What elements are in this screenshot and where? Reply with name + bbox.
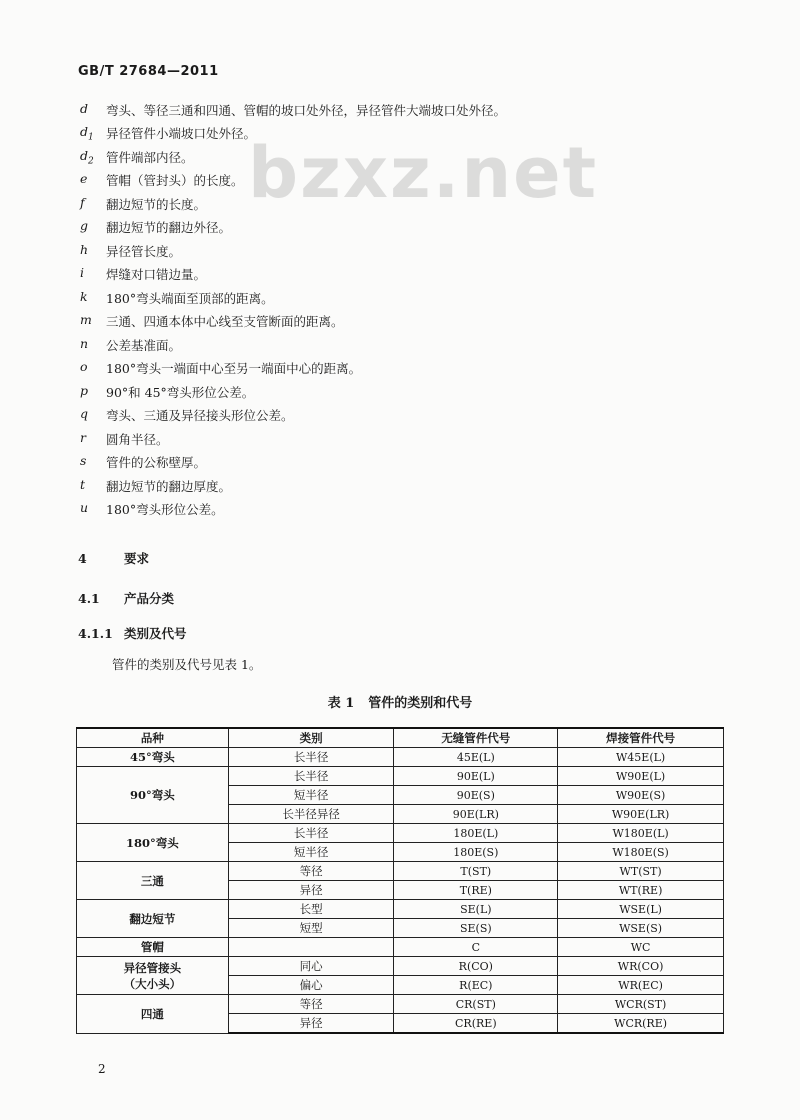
- fitting-category-table: [76, 727, 724, 1034]
- symbol: m: [80, 312, 92, 327]
- header-category: 类别: [228, 728, 394, 748]
- table-title: 管件的类别和代号: [368, 696, 473, 711]
- welded-code-cell: WT(ST): [558, 862, 724, 881]
- symbol: t: [80, 476, 86, 492]
- category-cell: 等径: [228, 995, 394, 1014]
- definition-text: 翻边短节的翻边厚度。: [106, 478, 232, 494]
- variety-cell: 90°弯头: [77, 767, 229, 824]
- definition-text: 180°弯头一端面中心至另一端面中心的距离。: [106, 361, 362, 377]
- category-cell: 短半径: [228, 843, 394, 862]
- category-cell: 等径: [228, 862, 394, 881]
- category-cell: 偏心: [228, 976, 394, 995]
- seamless-code-cell: C: [394, 938, 558, 957]
- variety-cell: [77, 957, 229, 995]
- welded-code-cell: WCR(RE): [558, 1014, 724, 1034]
- variety-cell: 45°弯头: [77, 748, 229, 767]
- definition-text: 翻边短节的翻边外径。: [106, 220, 232, 236]
- definition-text: 三通、四通本体中心线至支管断面的距离。: [106, 314, 344, 330]
- header-variety: 品种: [77, 728, 229, 748]
- table-row: [77, 938, 724, 957]
- seamless-code-cell: 90E(LR): [394, 805, 558, 824]
- site-watermark: bzxz.net: [248, 132, 599, 214]
- definition-text: 弯头、三通及异径接头形位公差。: [106, 408, 294, 424]
- variety-cell: 管帽: [77, 938, 229, 957]
- symbol: p: [80, 382, 89, 398]
- definition-item: [80, 333, 740, 357]
- seamless-code-cell: T(ST): [394, 862, 558, 881]
- seamless-code-cell: SE(S): [394, 919, 558, 938]
- section-number: 4: [78, 551, 87, 566]
- seamless-code-cell: CR(RE): [394, 1014, 558, 1034]
- seamless-code-cell: 180E(L): [394, 824, 558, 843]
- symbol: r: [80, 429, 86, 445]
- definition-item: [80, 192, 740, 216]
- category-cell: 异径: [228, 881, 394, 900]
- symbol: g: [80, 218, 89, 233]
- seamless-code-cell: 180E(S): [394, 843, 558, 862]
- symbol: e: [80, 171, 88, 186]
- definition-item: [80, 169, 740, 193]
- section-heading-4: [78, 549, 149, 567]
- variety-cell: 四通: [77, 995, 229, 1034]
- welded-code-cell: WCR(ST): [558, 995, 724, 1014]
- category-cell: 长半径: [228, 748, 394, 767]
- welded-code-cell: WC: [558, 938, 724, 957]
- table-row: [77, 900, 724, 919]
- definition-text: 焊缝对口错边量。: [106, 267, 207, 283]
- category-cell: [228, 938, 394, 957]
- seamless-code-cell: R(EC): [394, 976, 558, 995]
- definition-text: 异径管长度。: [106, 243, 182, 259]
- symbol-definition-list: [80, 98, 740, 521]
- seamless-code-cell: CR(ST): [394, 995, 558, 1014]
- definition-item: [80, 122, 740, 146]
- section-number: 4.1.1: [78, 626, 113, 641]
- definition-item: [80, 216, 740, 240]
- section-heading-4-1: [78, 589, 174, 607]
- welded-code-cell: WSE(L): [558, 900, 724, 919]
- definition-text: 180°弯头端面至顶部的距离。: [106, 290, 274, 306]
- table-number: 表 1: [327, 696, 355, 711]
- body-paragraph: 管件的类别及代号见表 1。: [112, 657, 262, 672]
- symbol: $d_1$: [80, 124, 94, 143]
- welded-code-cell: W180E(L): [558, 824, 724, 843]
- definition-item: [80, 239, 740, 263]
- category-cell: 异径: [228, 1014, 394, 1034]
- definition-item: [80, 98, 740, 122]
- category-cell: 短半径: [228, 786, 394, 805]
- definition-item: [80, 263, 740, 287]
- table-row: [77, 748, 724, 767]
- variety-cell: 三通: [77, 862, 229, 900]
- symbol: k: [80, 288, 88, 304]
- category-cell: 短型: [228, 919, 394, 938]
- definition-item: [80, 427, 740, 451]
- seamless-code-cell: R(CO): [394, 957, 558, 976]
- definition-item: [80, 310, 740, 334]
- symbol: u: [80, 500, 89, 515]
- section-title: 产品分类: [124, 591, 175, 606]
- category-cell: 长半径异径: [228, 805, 394, 824]
- definition-item: [80, 498, 740, 522]
- table-row: [77, 824, 724, 843]
- definition-item: [80, 380, 740, 404]
- definition-text: 异径管件小端坡口处外径。: [106, 126, 257, 142]
- section-title: 要求: [124, 551, 150, 566]
- page-number: 2: [98, 1062, 106, 1076]
- welded-code-cell: WR(EC): [558, 976, 724, 995]
- table-row: [77, 767, 724, 786]
- variety-line-1: 异径管接头: [123, 960, 182, 975]
- symbol: n: [80, 335, 89, 351]
- table-caption: [0, 692, 800, 711]
- variety-line-2: （大小头）: [123, 976, 182, 991]
- definition-text: 公差基准面。: [106, 337, 182, 353]
- welded-code-cell: WT(RE): [558, 881, 724, 900]
- variety-cell: 180°弯头: [77, 824, 229, 862]
- symbol: d: [80, 100, 89, 116]
- header-welded-code: 焊接管件代号: [558, 728, 724, 748]
- category-cell: 长型: [228, 900, 394, 919]
- table-header-row: [77, 728, 724, 748]
- symbol: $d_2$: [80, 147, 94, 166]
- symbol: s: [80, 453, 87, 468]
- symbol: f: [80, 194, 85, 210]
- welded-code-cell: W90E(S): [558, 786, 724, 805]
- section-heading-4-1-1: [78, 624, 187, 642]
- welded-code-cell: WSE(S): [558, 919, 724, 938]
- welded-code-cell: W90E(L): [558, 767, 724, 786]
- welded-code-cell: W180E(S): [558, 843, 724, 862]
- definition-text: 管件的公称壁厚。: [106, 455, 207, 471]
- definition-item: [80, 145, 740, 169]
- welded-code-cell: WR(CO): [558, 957, 724, 976]
- seamless-code-cell: SE(L): [394, 900, 558, 919]
- definition-item: [80, 474, 740, 498]
- seamless-code-cell: 90E(S): [394, 786, 558, 805]
- symbol: i: [80, 265, 84, 280]
- header-seamless-code: 无缝管件代号: [394, 728, 558, 748]
- category-cell: 长半径: [228, 824, 394, 843]
- category-cell: 同心: [228, 957, 394, 976]
- category-cell: 长半径: [228, 767, 394, 786]
- standard-header: GB/T 27684—2011: [78, 64, 219, 79]
- definition-item: [80, 357, 740, 381]
- section-title: 类别及代号: [124, 626, 187, 641]
- definition-text: 翻边短节的长度。: [106, 196, 207, 212]
- definition-item: [80, 451, 740, 475]
- definition-text: 180°弯头形位公差。: [106, 502, 224, 518]
- seamless-code-cell: T(RE): [394, 881, 558, 900]
- symbol: o: [80, 359, 88, 374]
- welded-code-cell: W90E(LR): [558, 805, 724, 824]
- table-row: [77, 995, 724, 1014]
- seamless-code-cell: 90E(L): [394, 767, 558, 786]
- table-row: [77, 862, 724, 881]
- table-row: [77, 957, 724, 976]
- section-number: 4.1: [78, 591, 100, 606]
- definition-text: 弯头、等径三通和四通、管帽的坡口处外径，异径管件大端坡口处外径。: [106, 102, 507, 118]
- definition-item: [80, 404, 740, 428]
- symbol: q: [80, 406, 89, 421]
- symbol: h: [80, 241, 89, 257]
- definition-text: 管件端部内径。: [106, 149, 194, 165]
- definition-text: 管帽（管封头）的长度。: [106, 173, 244, 189]
- definition-item: [80, 286, 740, 310]
- variety-cell: 翻边短节: [77, 900, 229, 938]
- definition-text: 圆角半径。: [106, 431, 169, 447]
- definition-text: 90°和 45°弯头形位公差。: [106, 384, 255, 400]
- welded-code-cell: W45E(L): [558, 748, 724, 767]
- seamless-code-cell: 45E(L): [394, 748, 558, 767]
